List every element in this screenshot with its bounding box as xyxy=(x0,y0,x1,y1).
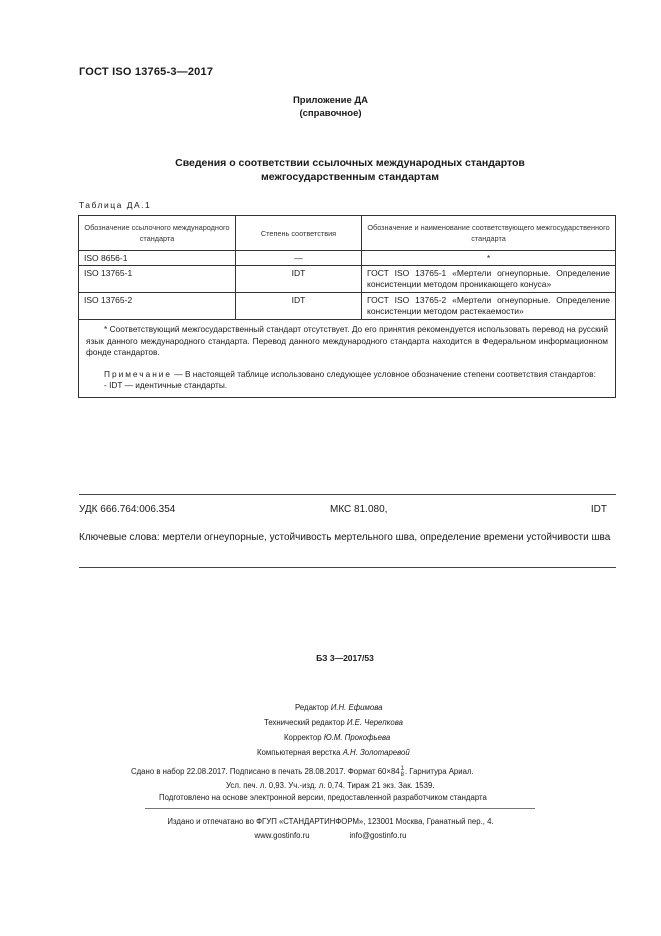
header-national-standard: Обозначение и наименование соответствующего межгосударственного стандарта xyxy=(362,216,616,251)
divider-publisher xyxy=(145,808,535,809)
table-header-row xyxy=(79,216,616,251)
credit-tech-editor xyxy=(264,718,403,727)
publisher-contacts xyxy=(0,831,661,840)
credit-editor xyxy=(295,703,382,712)
note-text: — В настоящей таблице использовано следующее условное обозначение степени соответствия стандартов: xyxy=(172,368,596,379)
header-degree: Степень соответствия xyxy=(236,216,362,251)
note-item: - IDT — идентичные стандарты. xyxy=(104,380,228,390)
publisher-line: Издано и отпечатано во ФГУП «СТАНДАРТИНФОРМ», 123001 Москва, Гранатный пер., 4. xyxy=(167,817,494,826)
print-line-3: Подготовлено на основе электронной версии, предоставленной разработчиком стандарта xyxy=(159,793,487,802)
section-title-line1: Сведения о соответствии ссылочных международных стандартов xyxy=(175,157,525,169)
credit-layout xyxy=(257,748,410,757)
cell-intl: ISO 13765-1 xyxy=(79,266,236,293)
cell-national: ГОСТ ISO 13765-2 «Мертели огнеупорные. Определение консистенции методом растекаемости» xyxy=(362,293,616,320)
table-footer-row xyxy=(79,320,616,398)
credit-name: И.Е. Черепкова xyxy=(346,718,403,727)
note-label: Примечание xyxy=(104,368,173,379)
format-fraction: 1 8 xyxy=(400,766,404,778)
table-note xyxy=(86,369,608,381)
credit-role: Технический редактор xyxy=(264,718,345,727)
bz-number: БЗ 3—2017/53 xyxy=(316,653,374,663)
standard-code: ГОСТ ISO 13765-3—2017 xyxy=(79,66,214,78)
cell-intl: ISO 13765-2 xyxy=(79,293,236,320)
credit-name: А.Н. Золотаревой xyxy=(342,748,410,757)
table-row xyxy=(79,266,616,293)
table-row xyxy=(79,293,616,320)
cell-degree: IDT xyxy=(236,266,362,293)
table-row xyxy=(79,251,616,266)
degree-code: IDT xyxy=(590,504,607,515)
table-footer xyxy=(79,320,616,398)
print-line-2: Усл. печ. л. 0,93. Уч.-изд. л. 0,74. Тираж 21 экз. Зак. 1539. xyxy=(226,781,435,790)
header-intl-standard: Обозначение ссылочного международного стандарта xyxy=(79,216,236,251)
cell-degree: IDT xyxy=(236,293,362,320)
cell-national: * xyxy=(362,251,616,266)
cell-national: ГОСТ ISO 13765-1 «Мертели огнеупорные. Определение консистенции методом проникающего конуса» xyxy=(362,266,616,293)
section-title-line2: межгосударственным стандартам xyxy=(261,171,439,183)
divider-top xyxy=(79,494,616,495)
udk-code: УДК 666.764:006.354 xyxy=(79,504,176,515)
print-line-1: Сдано в набор 22.08.2017. Подписано в печать 28.08.2017. Формат 60×841 8. Гарнитура Ариал. xyxy=(131,766,474,778)
cell-degree: — xyxy=(236,251,362,266)
publisher-email[interactable]: info@gostinfo.ru xyxy=(349,831,407,840)
publisher-site[interactable]: www.gostinfo.ru xyxy=(254,831,310,840)
credit-corrector xyxy=(284,733,390,742)
table-footnote: * Соответствующий межгосударственный стандарт отсутствует. До его принятия рекомендуется использовать перевод на русский язык данного международного стандарта. Перевод данного международного стандарта находится в Федеральном информационном фонде стандартов. xyxy=(86,324,608,357)
credit-role: Компьютерная верстка xyxy=(257,748,341,757)
divider-bottom xyxy=(79,567,616,568)
appendix-subtitle: (справочное) xyxy=(299,108,362,119)
table-label: Таблица ДА.1 xyxy=(79,200,152,210)
mks-code: МКС 81.080, xyxy=(330,504,388,515)
credit-name: Ю.М. Прокофьева xyxy=(323,733,391,742)
correspondence-table xyxy=(78,215,616,398)
appendix-title: Приложение ДА xyxy=(292,95,369,106)
credit-role: Редактор xyxy=(295,703,329,712)
cell-intl: ISO 8656-1 xyxy=(79,251,236,266)
credit-role: Корректор xyxy=(284,733,322,742)
keywords: Ключевые слова: мертели огнеупорные, устойчивость мертельного шва, определение времени устойчивости шва xyxy=(79,532,611,543)
credit-name: И.Н. Ефимова xyxy=(330,703,383,712)
